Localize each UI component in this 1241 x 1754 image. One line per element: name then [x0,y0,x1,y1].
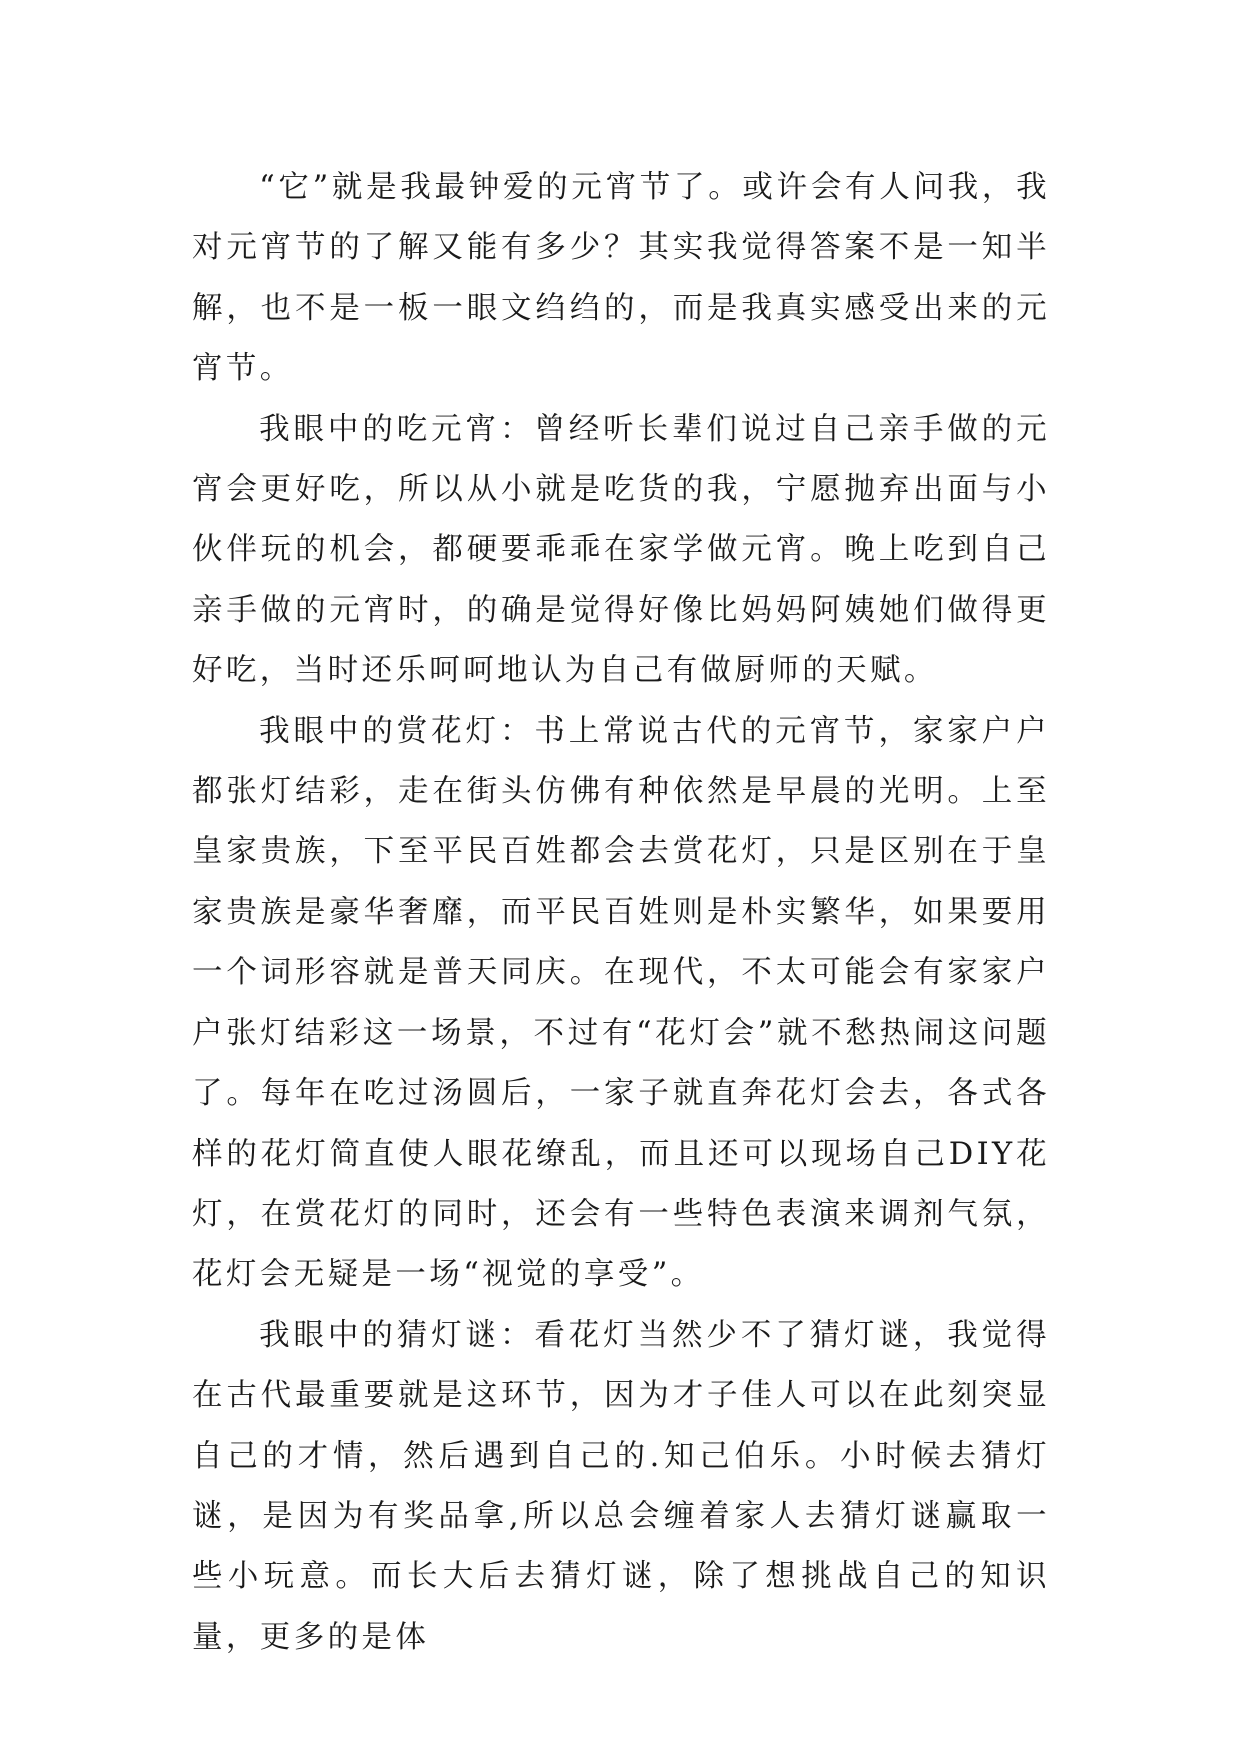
essay-body [192,158,1050,1668]
paragraph-eating-yuanxiao: 我眼中的吃元宵：曾经听长辈们说过自己亲手做的元宵会更好吃，所以从小就是吃货的我，宁愿抛弃出面与小伙伴玩的机会，都硬要乖乖在家学做元宵。晚上吃到自己亲手做的元宵时，的确是觉得好像比妈妈阿姨她们做得更好吃，当时还乐呵呵地认为自己有做厨师的天赋。 [192,411,1050,689]
paragraph-lantern-viewing: 我眼中的赏花灯：书上常说古代的元宵节，家家户户都张灯结彩，走在街头仿佛有种依然是早晨的光明。上至皇家贵族，下至平民百姓都会去赏花灯，只是区别在于皇家贵族是豪华奢靡，而平民百姓则是朴实繁华，如果要用一个词形容就是普天同庆。在现代，不太可能会有家家户户张灯结彩这一场景，不过有“花灯会”就不愁热闹这问题了。每年在吃过汤圆后，一家子就直奔花灯会去，各式各样的花灯简直使人眼花缭乱，而且还可以现场自己DIY花灯，在赏花灯的同时，还会有一些特色表演来调剂气氛，花灯会无疑是一场“视觉的享受”。 [192,713,1050,1293]
paragraph-intro: “它”就是我最钟爱的元宵节了。或许会有人问我，我对元宵节的了解又能有多少？其实我觉得答案不是一知半解，也不是一板一眼文绉绉的，而是我真实感受出来的元宵节。 [192,170,1050,387]
paragraph-lantern-riddles: 我眼中的猜灯谜：看花灯当然少不了猜灯谜，我觉得在古代最重要就是这环节，因为才子佳人可以在此刻突显自己的才情，然后遇到自己的.知己伯乐。小时候去猜灯谜，是因为有奖品拿,所以总会缠着家人去猜灯谜赢取一些小玩意。而长大后去猜灯谜，除了想挑战自己的知识量，更多的是体 [192,1317,1050,1655]
